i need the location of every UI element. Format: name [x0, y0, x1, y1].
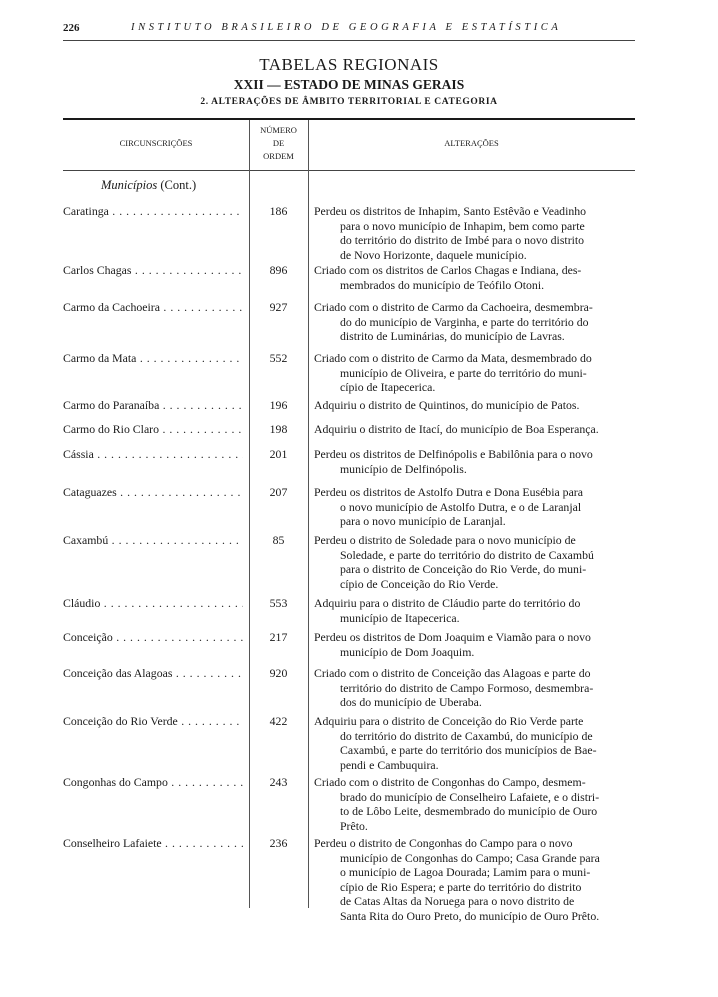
numero-de-ordem: 243: [269, 775, 288, 789]
alteracao-line: o município de Lagoa Dourada; Lamim para o muni-: [340, 865, 591, 879]
alteracao-line: cípio de Itapecerica.: [340, 380, 436, 394]
alteracao-line: membrados do município de Teófilo Otoni.: [340, 277, 545, 292]
alteracao-line: do território do distrito de Imbé para o novo distrito: [340, 233, 585, 247]
alteracao-text: [314, 422, 636, 437]
alteracao-text: [314, 204, 636, 262]
alteracao-line: território do distrito de Campo Formoso, desmembra-: [340, 680, 594, 695]
circunscricao-name: Cássia . . .: [63, 447, 243, 462]
group-label: Municípios: [101, 178, 158, 192]
circunscricao-name: Carmo da Mata . . .: [63, 351, 243, 366]
circunscricao-name: Carlos Chagas . . .: [63, 263, 243, 278]
numero-de-ordem: 236: [269, 836, 288, 850]
alteracao-line: Soledade, e parte do território do distrito de Caxambú: [340, 547, 594, 562]
alteracao-line: município de Delfinópolis.: [340, 461, 467, 476]
circunscricao-name: Caratinga . . .: [63, 204, 243, 219]
circunscricao-name: Conceição do Rio Verde . . .: [63, 714, 243, 729]
numero-de-ordem: 896: [269, 263, 288, 277]
numero-de-ordem: 927: [269, 300, 288, 314]
alteracao-text: [314, 596, 636, 625]
circunscricao-name: Congonhas do Campo . . .: [63, 775, 243, 790]
alteracao-line: Criado com o distrito de Congonhas do Campo, desmem-: [314, 775, 586, 789]
circunscricao-name: Carmo da Cachoeira . . .: [63, 300, 243, 315]
group-suffix: (Cont.): [160, 178, 197, 192]
alteracao-line: Perdeu os distritos de Dom Joaquim e Viamão para o novo: [314, 630, 591, 644]
circunscricao-name: Cláudio . . .: [63, 596, 243, 611]
alteracao-text: [314, 533, 636, 591]
alteracao-line: do território do distrito de Caxambú, do município de: [340, 728, 593, 743]
numero-de-ordem: 217: [269, 630, 288, 644]
alteracao-line: município de Oliveira, e parte do território do muni-: [340, 365, 587, 380]
alteracao-line: distrito de Luminárias, do município de Lavras.: [340, 329, 565, 343]
alteracao-line: para o distrito de Conceição do Rio Verde, do muni-: [340, 562, 587, 576]
column-header-circunscricoes: CIRCUNSCRIÇÕES: [119, 138, 193, 148]
alteracao-text: [314, 300, 636, 344]
numero-de-ordem: 207: [269, 485, 288, 499]
numero-de-ordem: 198: [269, 422, 288, 436]
alteracao-text: [314, 447, 636, 476]
alteracao-line: Criado com o distrito de Carmo da Mata, desmembrado do: [314, 351, 592, 365]
alteracao-line: Adquiriu o distrito de Quintinos, do município de Patos.: [314, 398, 580, 412]
numero-de-ordem: 920: [269, 666, 288, 680]
alteracao-text: [314, 775, 636, 833]
alteracao-line: município de Congonhas do Campo; Casa Grande para: [340, 850, 600, 865]
alteracao-line: pendi e Cambuquira.: [340, 757, 439, 772]
page-number: 226: [63, 22, 80, 34]
state-title: XXII — ESTADO DE MINAS GERAIS: [233, 77, 465, 92]
alteracao-text: [314, 263, 636, 292]
circunscricao-name: Caxambú . . .: [63, 533, 243, 548]
alteracao-line: cípio de Rio Espera; e parte do território do distrito: [340, 879, 582, 894]
alteracao-text: [314, 836, 636, 923]
circunscricao-name: Cataguazes . . .: [63, 485, 243, 500]
column-header-alteracoes: ALTERAÇÕES: [444, 138, 499, 148]
alteracao-line: Criado com os distritos de Carlos Chagas e Indiana, des-: [314, 263, 582, 277]
table-header-rule: [63, 170, 635, 171]
numero-de-ordem: 553: [269, 596, 288, 610]
numero-de-ordem: 552: [269, 351, 288, 365]
alteracao-text: [314, 485, 636, 529]
alteracao-line: do do município de Varginha, e parte do território do: [340, 314, 589, 329]
alteracao-line: Prêto.: [340, 818, 368, 833]
alteracao-line: to de Lôbo Leite, desmembrado do município de Ouro: [340, 804, 598, 818]
column-header-numero-de-ordem: NÚMERO DE ORDEM: [260, 125, 297, 161]
alteracao-line: de Catas Altas da Noruega para o novo distrito de: [340, 894, 575, 908]
circunscricao-name: Conceição das Alagoas . . .: [63, 666, 243, 681]
main-title: TABELAS REGIONAIS: [259, 55, 439, 74]
numero-de-ordem: 196: [269, 398, 288, 412]
circunscricao-name: Conselheiro Lafaiete . . .: [63, 836, 243, 851]
alteracao-line: Perdeu os distritos de Inhapim, Santo Estêvão e Veadinho: [314, 204, 587, 218]
alteracao-line: Adquiriu para o distrito de Cláudio parte do território do: [314, 596, 581, 610]
header-rule: [63, 40, 635, 41]
alteracao-line: Perdeu o distrito de Soledade para o novo município de: [314, 533, 576, 547]
alteracao-line: brado do município de Conselheiro Lafaiete, e o distri-: [340, 789, 600, 804]
alteracao-line: Criado com o distrito de Conceição das Alagoas e parte do: [314, 666, 591, 680]
alteracao-line: Perdeu os distritos de Astolfo Dutra e Dona Eusébia para: [314, 485, 583, 499]
alteracao-line: para o novo município de Laranjal.: [340, 514, 506, 528]
circunscricao-name: Carmo do Paranaíba . . .: [63, 398, 243, 413]
alteracao-line: município de Dom Joaquim.: [340, 644, 475, 659]
alteracao-line: Adquiriu o distrito de Itací, do município de Boa Esperança.: [314, 422, 599, 436]
alteracao-line: de Novo Horizonte, daquele município.: [340, 247, 527, 262]
alteracao-line: Adquiriu para o distrito de Conceição do Rio Verde parte: [314, 714, 584, 728]
alteracao-line: Criado com o distrito de Carmo da Cachoeira, desmembra-: [314, 300, 593, 314]
running-header: [63, 22, 635, 38]
section-title: 2. ALTERAÇÕES DE ÂMBITO TERRITORIAL E CATEGORIA: [200, 97, 498, 107]
alteracao-line: município de Itapecerica.: [340, 610, 460, 625]
alteracao-line: dos do município de Uberaba.: [340, 695, 482, 709]
alteracao-text: [314, 714, 636, 772]
numero-de-ordem: 201: [269, 447, 288, 461]
alteracao-line: o novo município de Astolfo Dutra, e o de Laranjal: [340, 499, 582, 514]
institution-name: INSTITUTO BRASILEIRO DE GEOGRAFIA E ESTATÍSTICA: [131, 22, 562, 33]
circunscricao-name: Carmo do Rio Claro . . .: [63, 422, 243, 437]
alteracao-text: [314, 398, 636, 413]
table-top-rule: [63, 118, 635, 120]
column-divider-right: [308, 120, 309, 908]
alteracao-text: [314, 666, 636, 710]
circunscricao-name: Conceição . . .: [63, 630, 243, 645]
alteracao-line: para o novo município de Inhapim, bem como parte: [340, 218, 585, 233]
alteracao-line: cípio de Conceição do Rio Verde.: [340, 576, 499, 591]
numero-de-ordem: 422: [269, 714, 288, 728]
alteracao-line: Caxambú, e parte do território dos municípios de Bae-: [340, 743, 597, 757]
alteracao-text: [314, 630, 636, 659]
numero-de-ordem: 85: [272, 533, 285, 547]
column-divider-left: [249, 120, 250, 908]
group-heading: [101, 178, 196, 193]
alteracao-line: Perdeu o distrito de Congonhas do Campo para o novo: [314, 836, 573, 850]
alteracao-line: Santa Rita do Ouro Preto, do município de Ouro Prêto.: [340, 908, 600, 923]
alteracao-text: [314, 351, 636, 395]
numero-de-ordem: 186: [269, 204, 288, 218]
alteracao-line: Perdeu os distritos de Delfinópolis e Babilônia para o novo: [314, 447, 593, 461]
